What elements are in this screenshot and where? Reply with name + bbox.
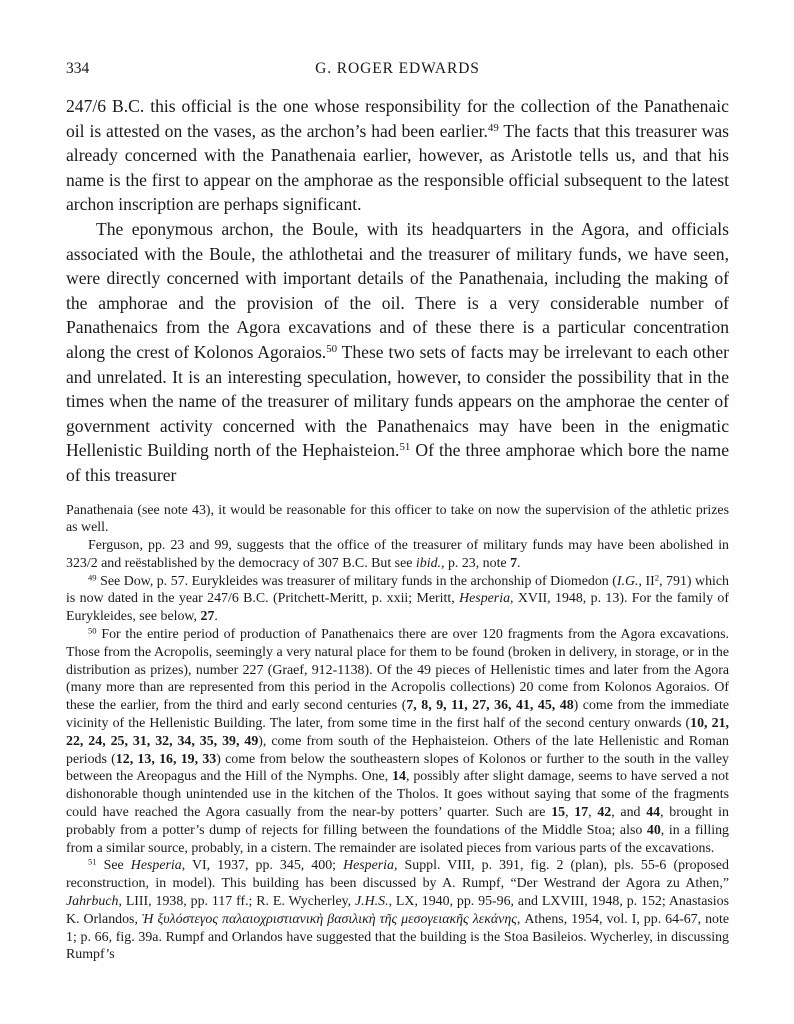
footnote-continuation: Panathenaia (see note 43), it would be reasonable for this officer to take on now the supervision of the athletic prizes as well. [66,502,729,536]
main-text [66,94,729,488]
running-header [66,60,729,84]
footnote-ref-51[interactable]: 51 [399,441,411,454]
footnotes [66,502,729,965]
page [66,60,729,964]
footnote-ferguson: Ferguson, pp. 23 and 99, suggests that the office of the treasurer of military funds may have been abolished in 323/2 and reëstablished by the democracy of 307 B.C. But see ibid., p. 23, note 7. [66,538,729,571]
footnote-51: $^{51}$ See Hesperia, VI, 1937, pp. 345, 400; Hesperia, Suppl. VIII, p. 391, fig. 2 (plan), pls. 55-6 (proposed reconstruction, in model). This building has been discussed by A. Rumpf, “Der Westrand der Agora zu Athen,” Jahrbuch, LIII, 1938, pp. 117 ff.; R. E. Wycherley, J.H.S., LX, 1940, pp. 95-96, and LXVIII, 1948, p. 152; Anastasios K. Orlandos, Ἡ ξυλόστεγος παλαιοχριστιανικὴ βασιλικὴ τῆς μεσογειακῆς λεκάνης, Athens, 1954, vol. I, pp. 64-67, note 1; p. 66, fig. 39a. Rumpf and Orlandos have suggested that the building is the Stoa Basileios. Wycherley, in discussing Rumpf’s [66,856,730,963]
page-number: 334 [66,60,90,77]
running-title: G. ROGER EDWARDS [315,60,480,77]
paragraph-2: The eponymous archon, the Boule, with its headquarters in the Agora, and officials associated with the Boule, the athlothetai and the treasurer of military funds, we have seen, were directly concerned with important details of the Panathenaia, including the making of the amphorae and the provision of the oil. There is a very considerable number of Panathenaics from the Agora excavations and of these there is a particular concentration along the crest of Kolonos Agoraios.$^{50}$ These two sets of facts may be irrelevant to each other and unrelated. It is an interesting speculation, however, to consider the possibility that in the times when the name of the treasurer of military funds appears on the amphorae the center of government activity concerned with the Panathenaics may have been in the enigmatic Hellenistic Building north of the Hephaisteion.$^{51}$ Of the three amphorae which bore the name of this treasurer [66,218,729,485]
footnote-49: $^{49}$ See Dow, p. 57. Eurykleides was treasurer of military funds in the archonship of Diomedon (I.G., $II^2$, 791) which is now dated in the year 247/6 B.C. (Pritchett-Meritt, p. xxii; Meritt, Hesperia, XVII, 1948, p. 13). For the family of Eurykleides, see below, 27. [66,571,729,625]
paragraph-1: 247/6 B.C. this official is the one whose responsibility for the collection of the Panathenaic oil is attested on the vases, as the archon’s had been earlier.$^{49}$ The facts that this treasurer was already concerned with the Panathenaia earlier, however, as Aristotle tells us, and that his name is the first to appear on the amphorae as the responsible official subsequent to the latest archon inscription are perhaps significant. [66,96,729,215]
footnote-50: $^{50}$ For the entire period of production of Panathenaics there are over 120 fragments from the Agora excavations. Those from the Acropolis, seemingly a very natural place for them to be found (broken in delivery, in storage, or in the distribution as prizes), number 227 (Graef, 912-1138). Of the 49 pieces of Hellenistic times and later from the Agora (many more than are represented from this period in the Acropolis collections) 20 come from Kolonos Agoraios. Of these the earlier, from the third and early second centuries (7, 8, 9, 11, 27, 36, 41, 45, 48) come from the immediate vicinity of the Hellenistic Building. The later, from some time in the first half of the second century onwards (10, 21, 22, 24, 25, 31, 32, 34, 35, 39, 49), come from south of the Hephaisteion. Others of the late Hellenistic and Roman periods (12, 13, 16, 19, 33) come from below the southeastern slopes of Kolonos or further to the south in the valley between the Areopagus and the Hill of the Nymphs. One, 14, possibly after slight damage, seems to have served a not dishonorable though unintended use in the kitchen of the Tholos. It goes without saying that some of the fragments could have reached the Agora casually from the near-by potters’ quarter. Such are 15, 17, 42, and 44, brought in probably from a potter’s dump of rejects for filling between the foundations of the Middle Stoa; also 40, in a filling from a similar source, probably, in a cistern. The remainder are isolated pieces from various parts of the excavations. [66,625,729,856]
footnote-ref-49[interactable]: 49 [487,121,499,134]
footnote-ref-50[interactable]: 50 [326,342,338,355]
